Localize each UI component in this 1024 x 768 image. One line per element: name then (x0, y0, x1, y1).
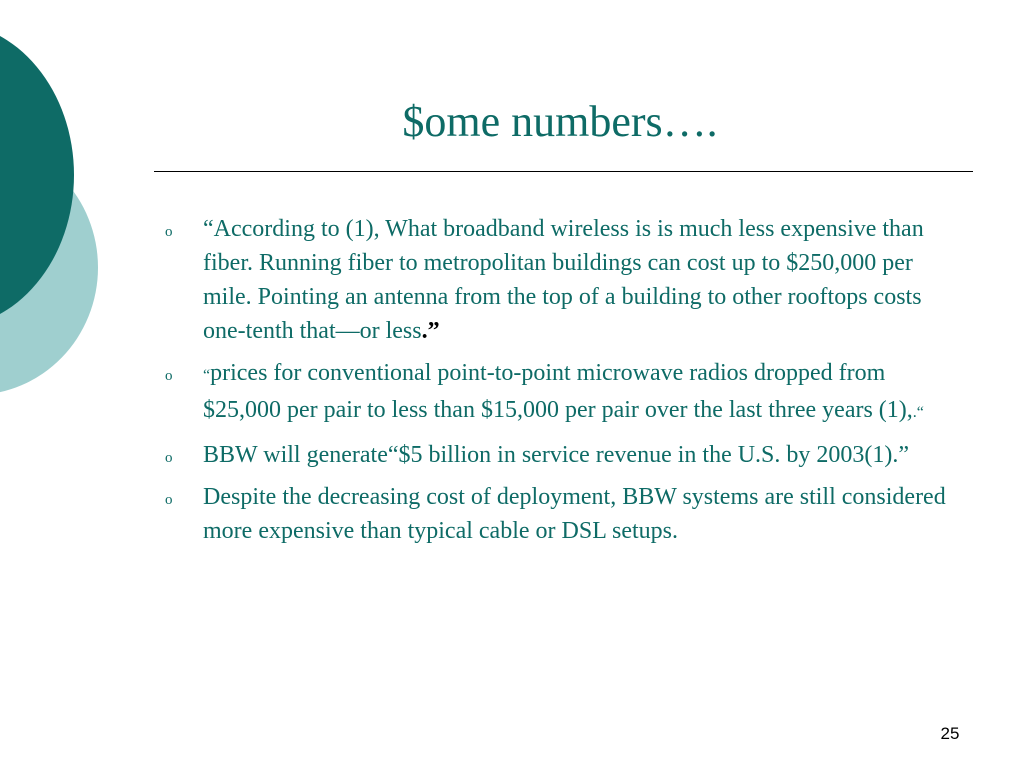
slide-title: $ome numbers…. (402, 97, 718, 146)
bullet-item-revenue (160, 438, 960, 472)
title-divider (154, 171, 973, 172)
bullet-item-radio-prices (160, 356, 960, 430)
bullet-marker: o (165, 450, 173, 466)
bullet-marker: o (165, 224, 173, 240)
opening-quote: “ (203, 367, 211, 384)
bullet-item-fiber-cost (160, 212, 960, 348)
bullet-text: “According to (1), What broadband wireless is is much less expensive than fiber. Running fiber to metropolitan buildings can cost up to $250,000 per mile. Pointing an antenna from the top of a building to other rooftops costs one-tenth that—or less (203, 216, 924, 344)
bullet-text: BBW will generate“$5 billion in service revenue in the U.S. by 2003(1).” (203, 442, 910, 468)
bullet-item-deployment-cost (160, 480, 960, 548)
bullet-text: Despite the decreasing cost of deployment, BBW systems are still considered more expensive than typical cable or DSL setups. (203, 484, 946, 544)
bullet-marker: o (165, 368, 173, 384)
closing-quote: .” (421, 318, 440, 344)
closing-quote: .“ (912, 404, 924, 421)
bullet-text: prices for conventional point-to-point microwave radios dropped from $25,000 per pair to less than $15,000 per pair over the last three years (1), (203, 360, 913, 423)
page-number: 25 (940, 724, 960, 743)
bullet-list (160, 212, 960, 556)
bullet-marker: o (165, 492, 173, 508)
